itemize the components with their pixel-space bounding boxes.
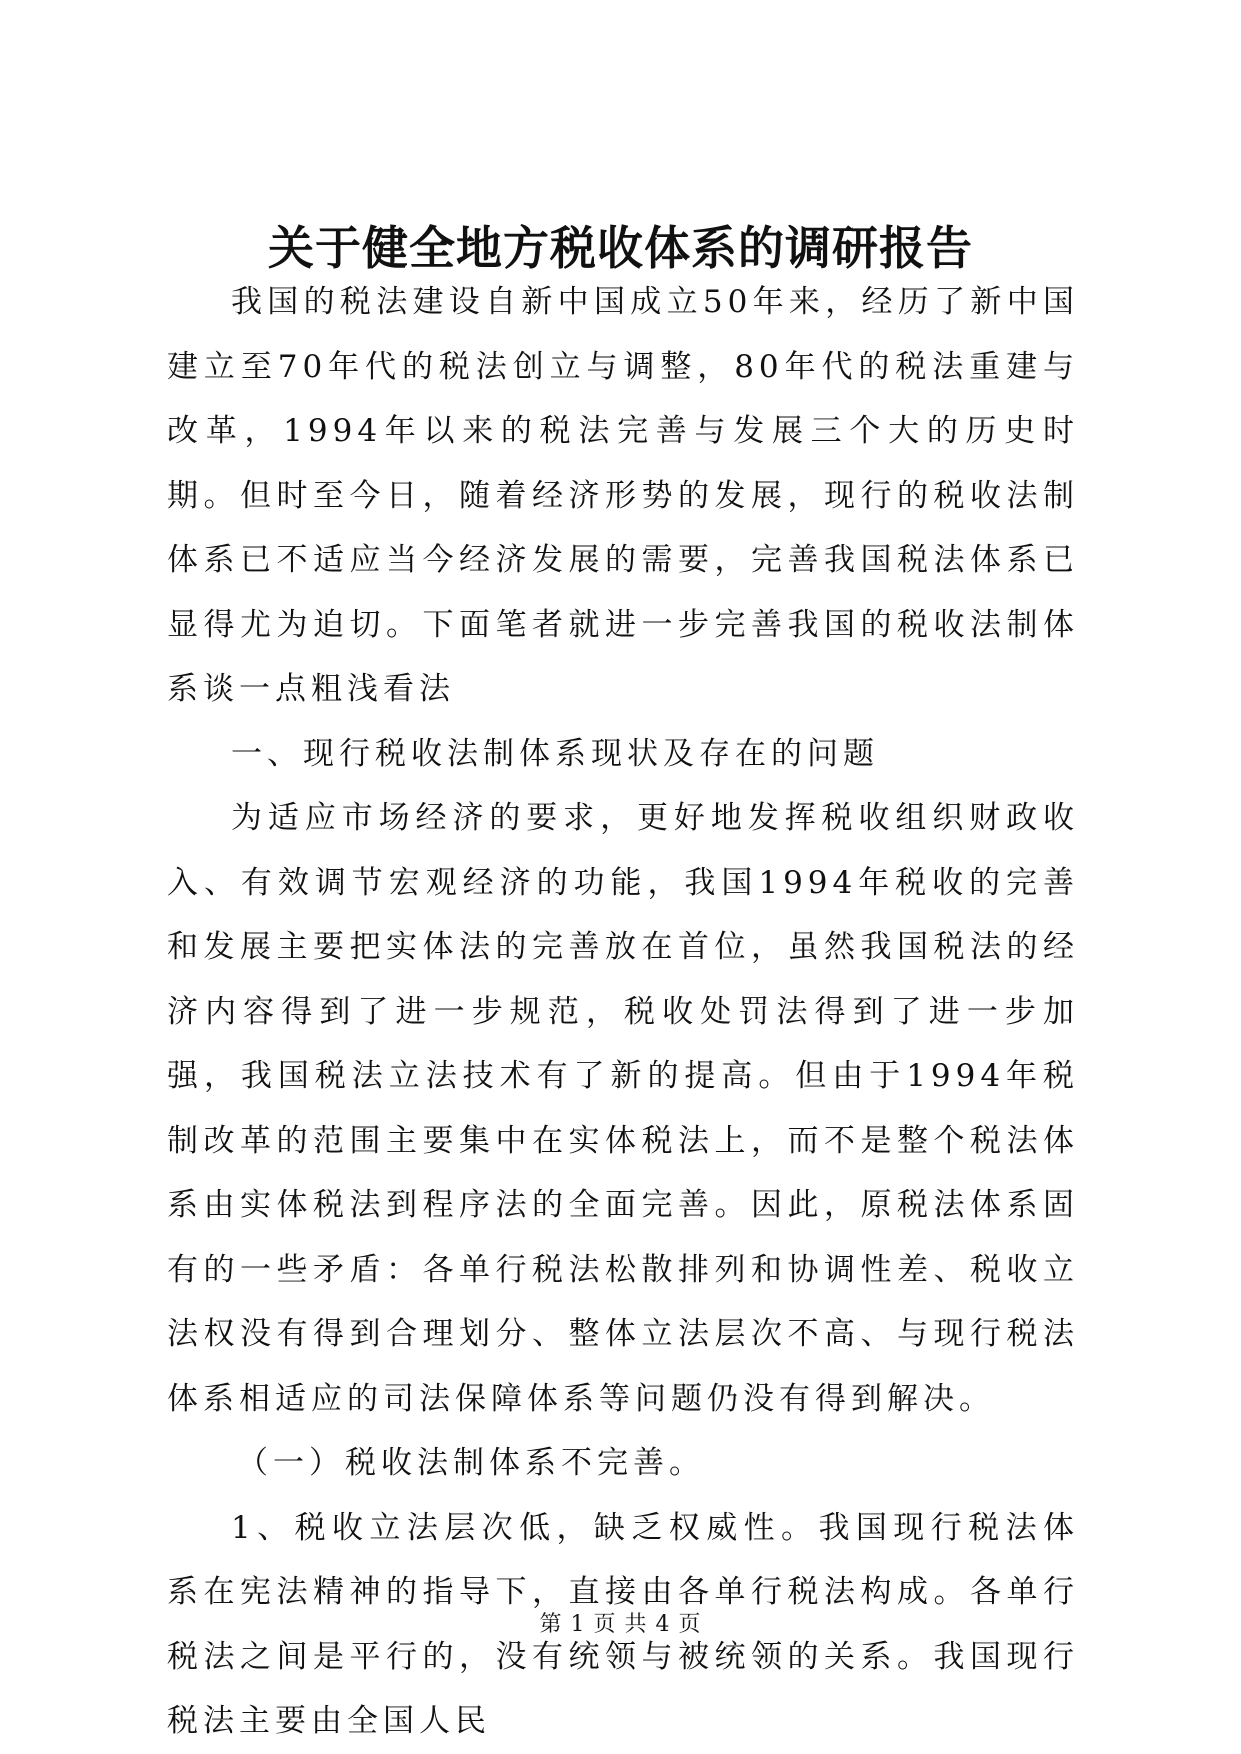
- document-body: [167, 270, 1079, 1754]
- point-paragraph: 1、税收立法层次低，缺乏权威性。我国现行税法体系在宪法精神的指导下，直接由各单行税法构成。各单行税法之间是平行的，没有统领与被统领的关系。我国现行税法主要由全国人民: [167, 1509, 1079, 1739]
- document-title: 关于健全地方税收体系的调研报告: [268, 221, 973, 275]
- section-heading: 一、现行税收法制体系现状及存在的问题: [231, 735, 879, 772]
- intro-paragraph: 我国的税法建设自新中国成立50年来，经历了新中国建立至70年代的税法创立与调整，80年代的税法重建与改革，1994年以来的税法完善与发展三个大的历史时期。但时至今日，随着经济形势的发展，现行的税收法制体系已不适应当今经济发展的需要，完善我国税法体系已显得尤为迫切。下面笔者就进一步完善我国的税收法制体系谈一点粗浅看法: [167, 284, 1079, 707]
- section-paragraph: 为适应市场经济的要求，更好地发挥税收组织财政收入、有效调节宏观经济的功能，我国1994年税收的完善和发展主要把实体法的完善放在首位，虽然我国税法的经济内容得到了进一步规范，税收处罚法得到了进一步加强，我国税法立法技术有了新的提高。但由于1994年税制改革的范围主要集中在实体税法上，而不是整个税法体系由实体税法到程序法的全面完善。因此，原税法体系固有的一些矛盾：各单行税法松散排列和协调性差、税收立法权没有得到合理划分、整体立法层次不高、与现行税法体系相适应的司法保障体系等问题仍没有得到解决。: [167, 800, 1079, 1417]
- page-number-footer: 第 1 页 共 4 页: [539, 1612, 702, 1637]
- subsection-heading: （一）税收法制体系不完善。: [237, 1445, 705, 1481]
